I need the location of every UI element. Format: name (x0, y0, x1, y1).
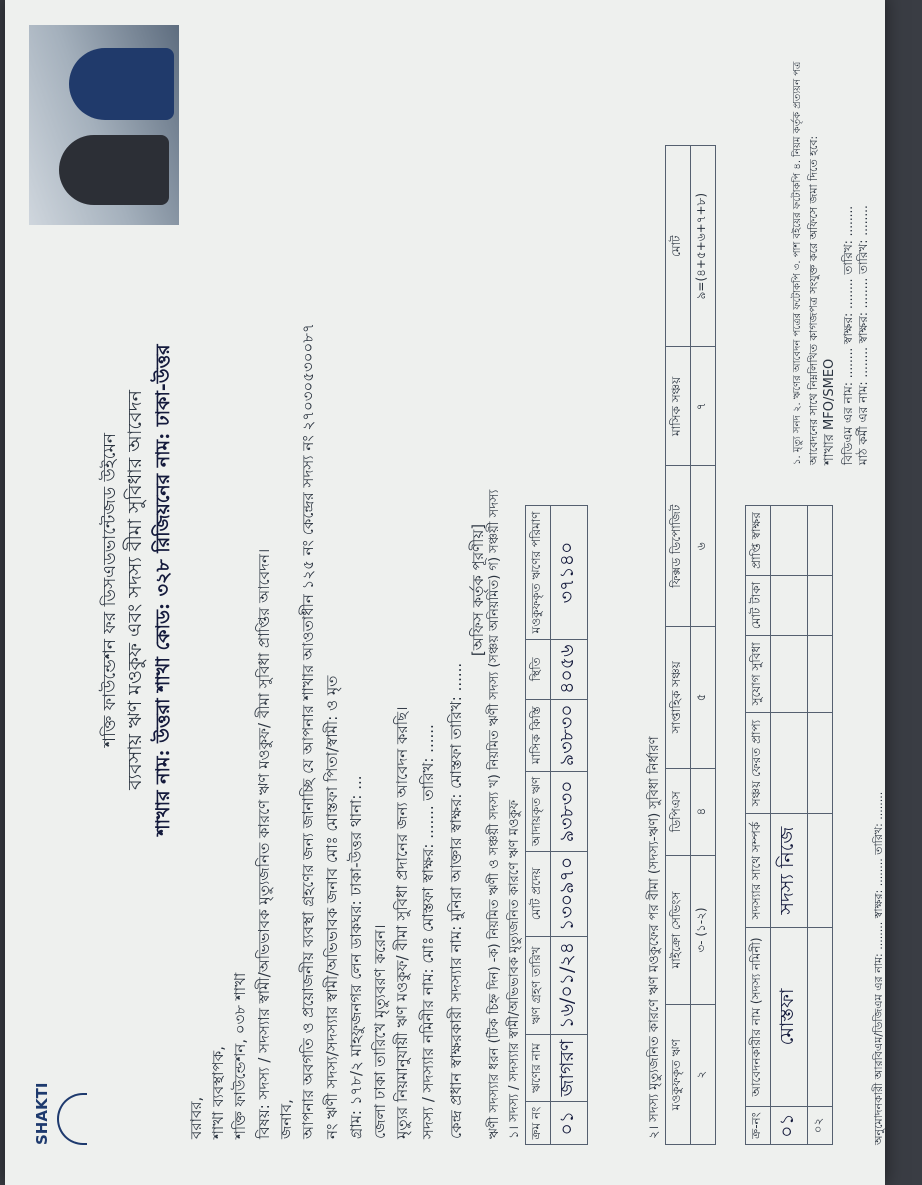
table-cell: ০১ (551, 1102, 588, 1145)
table-header: মোট টাকা (746, 575, 771, 635)
section-2-title: ২। সদস্য মৃত্যুজনিত কারণে ঋণ মওকুফের পর বীমা (সদস্য-ঋণ) সুবিধা নির্ধারণ (647, 736, 662, 1139)
table-cell: সদস্য নিজে (771, 814, 808, 928)
office-section-title: [অফিস কর্তৃক পূরণীয়] (469, 523, 487, 657)
table-cell (808, 927, 833, 1106)
table-cell: ৩- (১-২) (691, 855, 716, 1005)
table-row (691, 146, 716, 1145)
table-cell (808, 635, 833, 712)
table-cell (808, 712, 833, 814)
table-cell: ৪০৫৬ (551, 639, 588, 699)
attachment-list: ১. মৃত্যু সনদ ২. ঋণের আবেদন পত্রের ফটোকপি ৩. পাশ বইয়ের ফটোকপি ৪. নিয়ম কর্তৃক প্রত্যয়ন পত্র (792, 61, 803, 465)
body-line-4: জেলা ঢাকা তারিখে মৃত্যুবরণ করেন। (371, 924, 389, 1139)
table-header: ঋণের নাম (526, 1034, 551, 1101)
body-line-1: আপনার অবগতি ও প্রয়োজনীয় ব্যবস্থা গ্রহণের জন্য জানাচ্ছি যে আপনার শাখার আওতাধীন ১২৫ নং কেন্দ্রের সদস্য নং ২৭০৩০৫৩০০৮৭ (299, 323, 317, 1139)
body-line-2: নং ঋণী সদস্য/সদস্যার স্বামী/অভিভাবক জনাব মোঃ মোস্তফা পিতা/স্বামী: ও মৃত (323, 675, 341, 1139)
table-header: আবেদনকারীর নাম (সদস্য নমিনী) (746, 927, 771, 1106)
table-header: মওকুফকৃত ঋণ (666, 1005, 691, 1145)
table-row (771, 506, 808, 1145)
center-line: কেন্দ্র প্রধান স্বাক্ষরকারী সদস্যার নাম: মুনিরা আক্তার স্বাক্ষর: মোস্তফা তারিখ: ...... (447, 662, 465, 1139)
table-header: সুযোগ সুবিধা (746, 635, 771, 712)
foundation-branch: শক্তি ফাউন্ডেশন, ০৩৮ শাখা (231, 972, 249, 1139)
table-header: প্রাপ্তি স্বাক্ষর (746, 506, 771, 576)
table-row (551, 506, 588, 1145)
table-cell: ৩৭১৪০ (551, 506, 588, 640)
table-cell (771, 712, 808, 814)
table-header: মাসিক সঞ্চয় (666, 347, 691, 466)
table-row (808, 506, 833, 1145)
org-title: শক্তি ফাউন্ডেশন ফর ডিসএডভান্টেজড উইমেন (100, 432, 120, 748)
table-cell: ১৬/০১/২৪ (551, 936, 588, 1034)
table-cell: ৪ (691, 768, 716, 855)
table-cell: ৯=(৪+৫+৬+৭+৮) (691, 146, 716, 347)
table-cell (808, 506, 833, 576)
table-header: সঞ্চয় ফেরত প্রাপ্য (746, 712, 771, 814)
table-cell: ০২ (808, 1106, 833, 1144)
nominee-table (745, 505, 833, 1145)
table-header: মোট (666, 146, 691, 347)
table-header: ঋণ গ্রহণ তারিখ (526, 936, 551, 1034)
nominee-line: সদস্য / সদস্যার নমিনীর নাম: মোঃ মোস্তফা স্বাক্ষর: ....... তারিখ: ...... (419, 724, 437, 1139)
shakti-logo: SHAKTI (33, 1082, 51, 1145)
table-cell: ৭ (691, 347, 716, 466)
loan-waiver-table (525, 505, 588, 1145)
table-cell: মোস্তফা (771, 927, 808, 1106)
table-header: স্থিতি (526, 639, 551, 699)
table-cell: ১৩০৯৭০ (551, 851, 588, 936)
table-cell: ০১ (771, 1106, 808, 1144)
form-title: ব্যবসায় ঋণ মওকুফ এবং সদস্য বীমা সুবিধার আবেদন (124, 390, 146, 790)
attachment-note: আবেদনের সাথে নিম্নলিখিত কাগজপত্র সংযুক্ত করে অফিসে জমা দিতে হবে: (807, 135, 820, 465)
table-header: ফিক্সড ডিপোজিট (666, 466, 691, 627)
table-header: মোট প্রদেয় (526, 851, 551, 936)
table-header: মওকুফকৃত ঋণের পরিমাণ (526, 506, 551, 640)
table-cell (808, 575, 833, 635)
mfo-label: শাখার MFO/SMEO (822, 358, 837, 465)
member-type-line: ঋণী সদস্যার ধরন (টিক চিহ্ন দিন) -ক) নিয়মিত ঋণী ও সঞ্চয়ী সদস্য খ) নিয়মিত ঋণী সদস্য (সঞ্চয় অনিয়মিত) গ) সঞ্চয়ী সদস্য (487, 489, 502, 1139)
table-cell: ৯৩৮৩০ (551, 699, 588, 771)
table-header: সাপ্তাহিক সঞ্চয় (666, 626, 691, 768)
signature-line-2: মাঠ কর্মী এর নাম: ........ স্বাক্ষর: ........ তারিখ: ........ (856, 205, 870, 465)
signature-line-1: বিডিএম এর নাম: ........ স্বাক্ষর: ........ তারিখ: ........ (841, 205, 855, 465)
body-line-5: মৃত্যুর নিয়মানুযায়ী ঋণ মওকুফ/ বীমা সুবিধা প্রদানের জন্য আবেদন করছি। (393, 706, 411, 1139)
table-cell (771, 506, 808, 576)
table-cell: ৫ (691, 626, 716, 768)
table-header: ডিপিএস (666, 768, 691, 855)
table-cell (808, 814, 833, 928)
signature-line-3: অনুমোদনকারী আরবিএম/ডিজিএম এর নাম: ........ স্বাক্ষর: ........ তারিখ: ........ (872, 791, 885, 1145)
body-line-3: গ্রাম: ১৭৮/২ মাহফুজনগর লেন ডাকঘর: ঢাকা-উত্তর থানা: ... (347, 775, 365, 1139)
table-cell: ২ (691, 1005, 716, 1145)
greeting: জনাব, (277, 1099, 295, 1139)
table-cell: জাগরণ (551, 1034, 588, 1101)
table-header: ক্রম নং (526, 1102, 551, 1145)
table-header: ক্র-নং (746, 1106, 771, 1144)
logo-mark-icon (57, 1093, 87, 1145)
table-header: মাসিক কিস্তি (526, 699, 551, 771)
document-page (5, 0, 885, 1185)
benefit-table (665, 145, 716, 1145)
addressee: বরাবর, (187, 1096, 205, 1139)
branch-manager: শাখা ব্যবস্থাপক, (209, 1046, 227, 1139)
table-header: মাইক্রো সেভিংস (666, 855, 691, 1005)
table-header: আদায়কৃত ঋণ (526, 771, 551, 851)
table-cell (771, 635, 808, 712)
branch-info: শাখার নাম: উত্তরা শাখা কোড: ৩২৮ রিজিয়নের নাম: ঢাকা-উত্তর (152, 344, 174, 836)
table-cell (771, 575, 808, 635)
subject-line: বিষয়: সদস্য / সদস্যার স্বামী/অভিভাবক মৃত্যুজনিত কারণে ঋণ মওকুফ/ বীমা সুবিধা প্রাপ্তির আবেদন। (255, 548, 273, 1139)
table-cell: ৬ (691, 466, 716, 627)
table-header: সদস্যার সাথে সম্পর্ক (746, 814, 771, 928)
table-cell: ৯৩৮৩০ (551, 771, 588, 851)
section-1-title: ১। সদস্য / সদস্যার স্বামী/অভিভাবক মৃত্যুজনিত কারণে ঋণ মওকুফ (507, 799, 522, 1139)
